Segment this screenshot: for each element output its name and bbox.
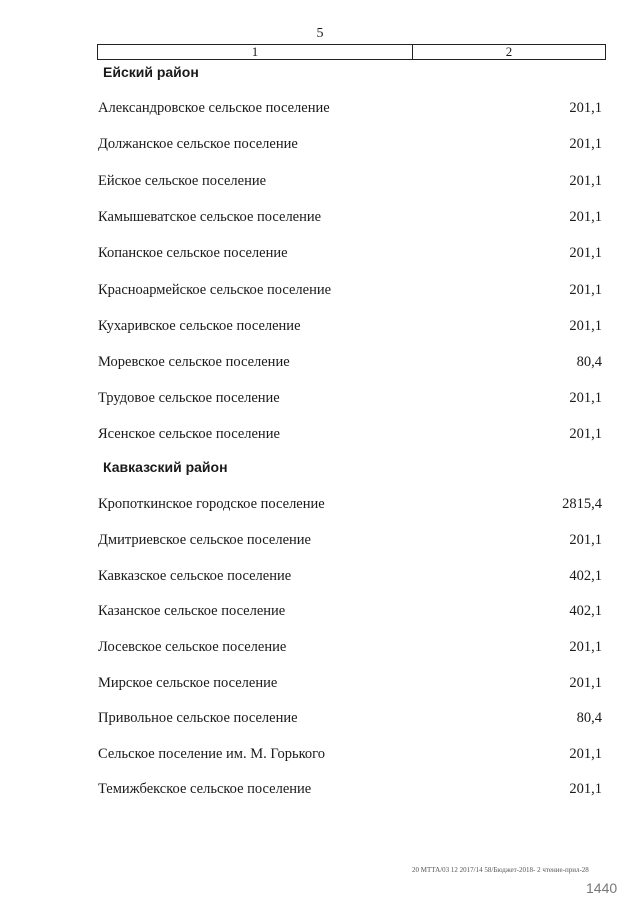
settlement-value: 201,1	[569, 317, 602, 334]
settlement-name: Александровское сельское поселение	[98, 99, 330, 116]
table-row	[98, 280, 602, 300]
settlement-value: 201,1	[569, 638, 602, 655]
table-row	[98, 566, 602, 586]
page-number: 5	[316, 26, 324, 41]
column-1-header: 1	[98, 45, 413, 59]
settlement-value: 201,1	[569, 172, 602, 189]
settlement-name: Камышеватское сельское поселение	[98, 208, 322, 225]
settlement-name: Казанское сельское поселение	[98, 602, 286, 619]
table-row	[98, 207, 602, 227]
table-row	[98, 243, 602, 263]
table-row	[98, 708, 602, 728]
settlement-name: Сельское поселение им. М. Горького	[98, 745, 325, 762]
region-heading-kavkazsky: Кавказский район	[103, 459, 228, 475]
table-column-header	[97, 44, 606, 60]
settlement-name: Привольное сельское поселение	[98, 709, 298, 726]
settlement-value: 201,1	[569, 425, 602, 442]
table-row	[98, 637, 602, 657]
settlement-value: 402,1	[569, 602, 602, 619]
settlement-value: 201,1	[569, 531, 602, 548]
settlement-name: Моревское сельское поселение	[98, 353, 290, 370]
table-row	[98, 316, 602, 336]
settlement-value: 80,4	[576, 709, 602, 726]
table-row	[98, 171, 602, 191]
table-row	[98, 98, 602, 118]
document-footer-code: 20 МТТА/03 12 2017/14 58/Бюджет-2018- 2 чтение-прил-28	[412, 866, 589, 874]
settlement-name: Лосевское сельское поселение	[98, 638, 287, 655]
settlement-value: 201,1	[569, 244, 602, 261]
settlement-name: Темижбекское сельское поселение	[98, 780, 312, 797]
settlement-value: 2815,4	[562, 495, 602, 512]
settlement-value: 201,1	[569, 99, 602, 116]
settlement-value: 201,1	[569, 135, 602, 152]
column-2-header: 2	[505, 44, 513, 59]
settlement-name: Должанское сельское поселение	[98, 135, 298, 152]
settlement-value: 402,1	[569, 567, 602, 584]
region-heading-yeysk: Ейский район	[103, 64, 199, 80]
settlement-value: 80,4	[576, 353, 602, 370]
table-row	[98, 134, 602, 154]
settlement-name: Копанское сельское поселение	[98, 244, 288, 261]
table-row	[98, 530, 602, 550]
settlement-name: Ясенское сельское поселение	[98, 425, 280, 442]
settlement-name: Кухаривское сельское поселение	[98, 317, 301, 334]
settlement-value: 201,1	[569, 674, 602, 691]
table-row	[98, 494, 602, 514]
table-row	[98, 352, 602, 372]
settlement-value: 201,1	[569, 780, 602, 797]
settlement-value: 201,1	[569, 389, 602, 406]
settlement-name: Красноармейское сельское поселение	[98, 281, 332, 298]
settlement-name: Дмитриевское сельское поселение	[98, 531, 311, 548]
table-row	[98, 673, 602, 693]
settlement-value: 201,1	[569, 281, 602, 298]
settlement-value: 201,1	[569, 745, 602, 762]
table-row	[98, 388, 602, 408]
settlement-name: Трудовое сельское поселение	[98, 389, 280, 406]
table-row	[98, 424, 602, 444]
settlement-name: Кропоткинское городское поселение	[98, 495, 325, 512]
settlement-value: 201,1	[569, 208, 602, 225]
settlement-name: Ейское сельское поселение	[98, 172, 267, 189]
table-row	[98, 779, 602, 799]
table-row	[98, 601, 602, 621]
page-stamp-number: 1440	[586, 880, 618, 896]
table-row	[98, 744, 602, 764]
settlement-name: Мирское сельское поселение	[98, 674, 278, 691]
settlement-name: Кавказское сельское поселение	[98, 567, 292, 584]
